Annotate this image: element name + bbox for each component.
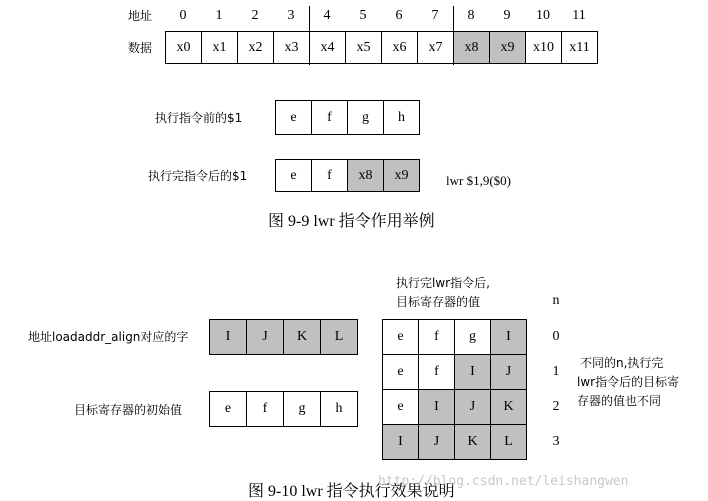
address-index: 2 (251, 8, 259, 23)
register-cell: x8 (347, 159, 384, 192)
memory-cell: x4 (309, 31, 346, 64)
grid-title-line1: 执行完lwr指令后, (396, 276, 490, 290)
register-cell: h (320, 391, 358, 427)
register-cell: e (275, 100, 312, 135)
result-cell: K (454, 424, 491, 460)
result-cell: K (490, 389, 527, 425)
register-cell: g (283, 391, 321, 427)
figure-9-10-caption: 图 9-10 lwr 指令执行效果说明 (248, 483, 455, 500)
note-line1: 不同的n,执行完 (580, 356, 664, 370)
address-index: 8 (467, 8, 475, 23)
note-line2: lwr指令后的目标寄 (577, 375, 680, 389)
address-index: 5 (359, 8, 367, 23)
result-grid (382, 319, 527, 460)
result-row (382, 424, 527, 460)
word-cell: L (320, 319, 358, 355)
result-cell: e (382, 319, 419, 355)
address-index: 11 (572, 8, 586, 23)
result-cell: I (490, 319, 527, 355)
word-boundary-line (309, 6, 310, 65)
address-index: 4 (323, 8, 331, 23)
grid-title-line2: 目标寄存器的值 (396, 295, 481, 309)
result-cell: J (490, 354, 527, 390)
after-label: 执行完指令后的$1 (148, 169, 248, 183)
result-cell: I (382, 424, 419, 460)
memory-cell: x2 (237, 31, 274, 64)
result-cell: J (418, 424, 455, 460)
word-cell: I (209, 319, 247, 355)
result-cell: g (454, 319, 491, 355)
result-row (382, 389, 527, 425)
word-cell: K (283, 319, 321, 355)
result-cell: f (418, 354, 455, 390)
memory-cell: x8 (453, 31, 490, 64)
result-row (382, 354, 527, 390)
result-cell: I (454, 354, 491, 390)
n-index: 1 (552, 364, 560, 379)
memory-cell: x11 (561, 31, 598, 64)
memory-cell: x6 (381, 31, 418, 64)
address-index: 6 (395, 8, 403, 23)
instruction-text: lwr $1,9($0) (446, 173, 511, 188)
address-index: 3 (287, 8, 295, 23)
register-cell: f (311, 159, 348, 192)
n-index: 2 (552, 399, 560, 414)
memory-cell: x9 (489, 31, 526, 64)
register-cell: x9 (383, 159, 420, 192)
word-boundary-line (453, 6, 454, 65)
memory-cell: x1 (201, 31, 238, 64)
result-cell: e (382, 354, 419, 390)
n-index: 3 (552, 434, 560, 449)
address-index: 9 (503, 8, 511, 23)
figure-9-9-caption: 图 9-9 lwr 指令作用举例 (268, 213, 435, 230)
register-cell: f (246, 391, 284, 427)
memory-cell: x3 (273, 31, 310, 64)
address-index: 1 (215, 8, 223, 23)
result-cell: L (490, 424, 527, 460)
n-index: 0 (552, 329, 560, 344)
address-index: 7 (431, 8, 439, 23)
before-label: 执行指令前的$1 (155, 111, 243, 125)
memory-cell: x10 (525, 31, 562, 64)
memory-cell: x5 (345, 31, 382, 64)
note-line3: 存器的值也不同 (577, 394, 662, 408)
register-cell: h (383, 100, 420, 135)
register-cell: g (347, 100, 384, 135)
memory-row (165, 31, 598, 64)
word-cell: J (246, 319, 284, 355)
address-index: 10 (536, 8, 550, 23)
memory-cell: x7 (417, 31, 454, 64)
register-cell: e (209, 391, 247, 427)
data-row-label: 数据 (128, 41, 153, 55)
watermark: http://blog.csdn.net/leishangwen (378, 474, 629, 489)
result-cell: e (382, 389, 419, 425)
register-cell: f (311, 100, 348, 135)
result-cell: f (418, 319, 455, 355)
initial-register-row (209, 391, 358, 427)
result-cell: J (454, 389, 491, 425)
address-row-label: 地址 (128, 9, 153, 23)
register-before-row (275, 100, 420, 135)
aligned-word-row (209, 319, 358, 355)
n-header: n (552, 293, 560, 308)
address-index: 0 (179, 8, 187, 23)
result-row (382, 319, 527, 355)
register-after-row (275, 159, 420, 192)
word-label: 地址loadaddr_align对应的字 (28, 330, 189, 344)
result-cell: I (418, 389, 455, 425)
memory-cell: x0 (165, 31, 202, 64)
initial-label: 目标寄存器的初始值 (74, 403, 183, 417)
register-cell: e (275, 159, 312, 192)
